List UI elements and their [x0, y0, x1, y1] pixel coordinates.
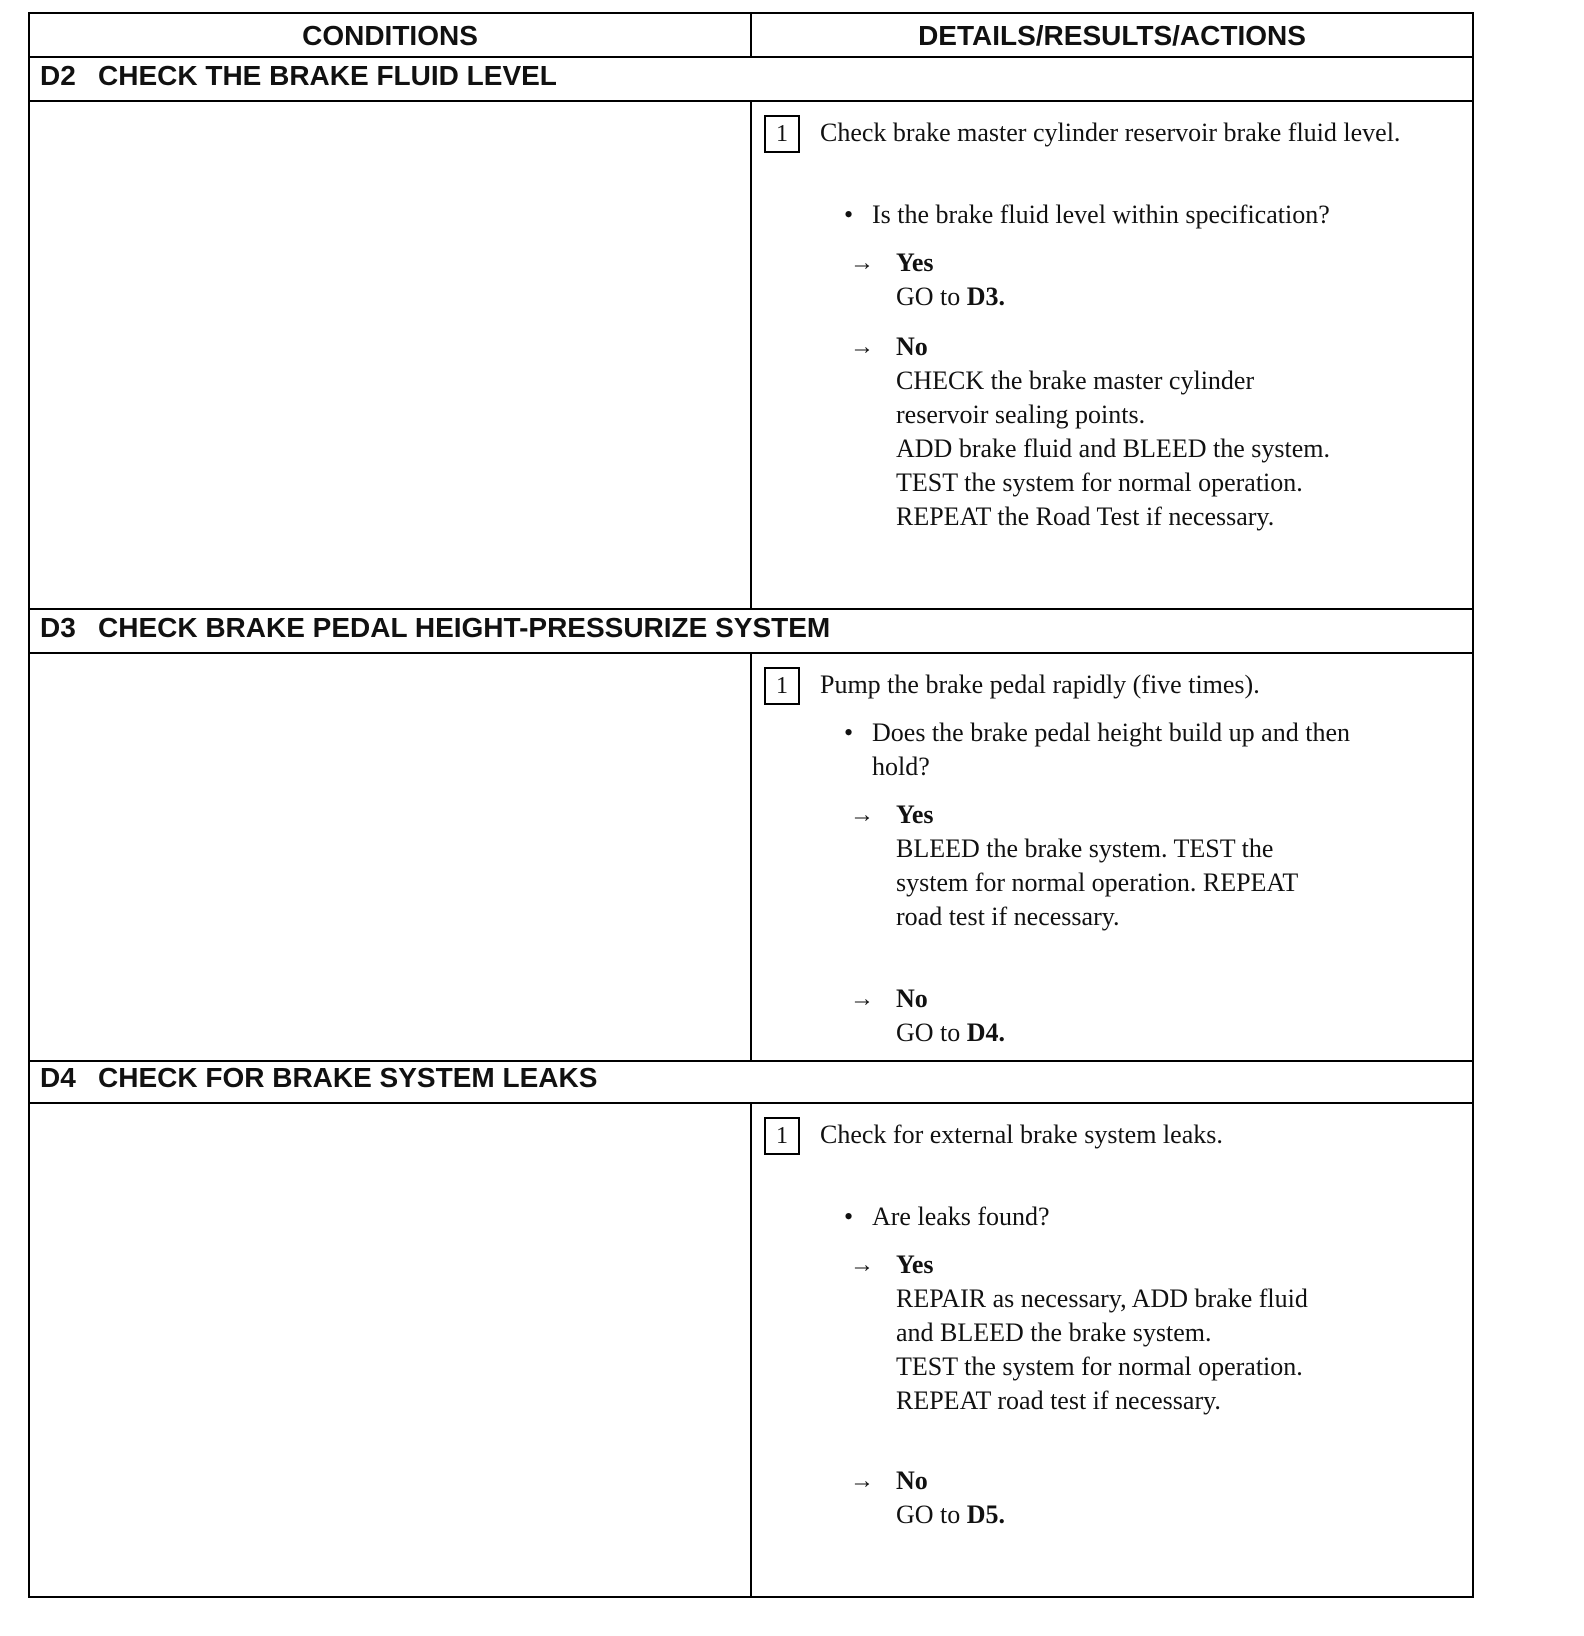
conditions-column-header: CONDITIONS: [302, 20, 478, 51]
diagnostic-table: [28, 12, 1474, 1598]
no-actions: GO to D5.: [896, 1500, 1006, 1529]
yes-actions: REPAIR as necessary, ADD brake fluid and BLEED the brake system. TEST the system for normal operation. REPEAT road test if necessary.: [896, 1284, 1308, 1415]
section-rule: [30, 608, 1472, 610]
arrow-right-icon: →: [850, 250, 874, 276]
question-text: • Is the brake fluid level within specification?: [842, 198, 1452, 232]
step-text: Check brake master cylinder reservoir brake fluid level.: [820, 118, 1401, 147]
arrow-right-icon: →: [850, 986, 874, 1012]
section-title-d4: D4 CHECK FOR BRAKE SYSTEM LEAKS: [40, 1062, 598, 1093]
section-title-d3: D3 CHECK BRAKE PEDAL HEIGHT-PRESSURIZE SYSTEM: [40, 612, 831, 643]
arrow-right-icon: →: [850, 1252, 874, 1278]
step-number-box: 1: [764, 1117, 800, 1155]
question-text: • Are leaks found?: [842, 1200, 1452, 1234]
step-number-box: 1: [764, 115, 800, 153]
section-details-d4: 1 Check for external brake system leaks. • Are leaks found? → Yes REPAIR as necessary, ADD brake fluid and BLEED the brake system. TEST the system for normal operation. REPEAT road test if necessary. → No GO to D5.: [752, 1104, 1472, 1598]
step-number-box: 1: [764, 667, 800, 705]
arrow-right-icon: →: [850, 334, 874, 360]
question-text: • Does the brake pedal height build up and then hold?: [842, 716, 1412, 784]
step-text: Pump the brake pedal rapidly (five times).: [820, 670, 1260, 699]
header-rule: [30, 56, 1472, 58]
step-text: Check for external brake system leaks.: [820, 1120, 1223, 1149]
arrow-right-icon: →: [850, 1468, 874, 1494]
section-title-d2: D2 CHECK THE BRAKE FLUID LEVEL: [40, 60, 557, 91]
section-details-d3: 1 Pump the brake pedal rapidly (five times). • Does the brake pedal height build up and then hold? → Yes BLEED the brake system. TEST the system for normal operation. REPEAT road test if necessary. → No GO to D4.: [752, 654, 1472, 1062]
header-divider: [750, 14, 752, 58]
yes-actions: GO to D3.: [896, 282, 1006, 311]
section-details-d2: 1 Check brake master cylinder reservoir brake fluid level. • Is the brake fluid level within specification? → Yes GO to D3. → No CHECK the brake master cylinder reservoir sealing points. ADD brake fluid and BLEED the system. TEST the system for normal operation. REPEAT the Road Test if necessary.: [752, 102, 1472, 610]
yes-actions: BLEED the brake system. TEST the system for normal operation. REPEAT road test if necessary.: [896, 834, 1299, 931]
no-actions: CHECK the brake master cylinder reservoir sealing points. ADD brake fluid and BLEED the system. TEST the system for normal operation. REPEAT the Road Test if necessary.: [896, 366, 1330, 531]
details-column-header: DETAILS/RESULTS/ACTIONS: [918, 20, 1306, 51]
no-actions: GO to D4.: [896, 1018, 1006, 1047]
arrow-right-icon: →: [850, 802, 874, 828]
